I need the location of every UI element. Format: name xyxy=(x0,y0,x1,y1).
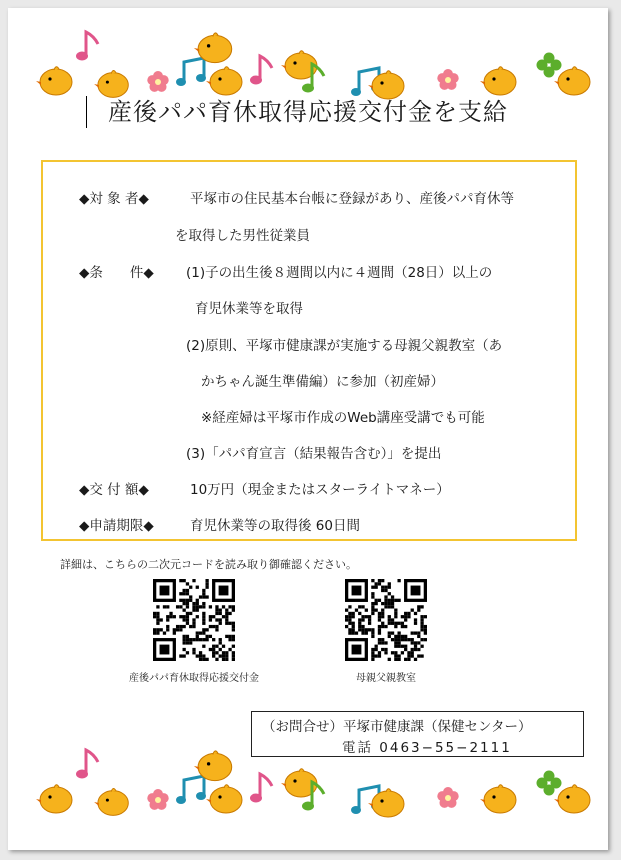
conditions-label: ◆条 件◆ xyxy=(79,265,154,281)
condition-2c: ※経産婦は平塚市作成のWeb講座受講でも可能 xyxy=(201,410,485,426)
target-text-1: 平塚市の住民基本台帳に登録があり、産後パパ育休等 xyxy=(190,191,514,207)
qr-code-parent-class[interactable] xyxy=(345,579,427,661)
qr-caption-parent-class: 母親父親教室 xyxy=(356,673,416,684)
chick-icon xyxy=(370,784,406,818)
amount-text: 10万円（現金またはスターライトマネー） xyxy=(190,482,450,498)
qr-note: 詳細は、こちらの二次元コードを読み取り御確認ください。 xyxy=(60,558,357,571)
period-label: ◆申請期限◆ xyxy=(79,518,154,534)
chick-icon xyxy=(208,780,244,814)
chick-icon xyxy=(208,62,244,96)
music-note-icon xyxy=(298,778,332,814)
amount-label: ◆交 付 額◆ xyxy=(79,482,149,498)
target-label: ◆対 象 者◆ xyxy=(79,191,149,207)
chick-icon xyxy=(556,62,592,96)
chick-icon xyxy=(38,62,74,96)
qr-caption-subsidy: 産後パパ育休取得応援交付金 xyxy=(129,673,259,684)
info-box xyxy=(41,160,577,541)
chick-icon xyxy=(196,746,234,782)
flower-icon xyxy=(146,70,170,94)
period-text: 育児休業等の取得後 60日間 xyxy=(190,518,360,534)
chick-icon xyxy=(482,780,518,814)
flower-icon xyxy=(436,786,460,810)
chick-icon xyxy=(38,780,74,814)
qr-code-subsidy[interactable] xyxy=(153,579,235,661)
condition-2b: かちゃん誕生準備編）に参加（初産婦） xyxy=(201,374,444,390)
music-note-icon xyxy=(246,770,280,806)
music-note-icon xyxy=(298,60,332,96)
chick-icon xyxy=(196,28,234,64)
music-note-icon xyxy=(246,52,280,88)
condition-2a: (2)原則、平塚市健康課が実施する母親父親教室（あ xyxy=(186,338,503,354)
condition-1b: 育児休業等を取得 xyxy=(195,301,303,317)
chick-icon xyxy=(556,780,592,814)
target-text-2: を取得した男性従業員 xyxy=(175,228,310,244)
contact-phone: 電話 0463−55−2111 xyxy=(342,740,512,756)
chick-icon xyxy=(482,62,518,96)
condition-1a: (1)子の出生後８週間以内に４週間（28日）以上の xyxy=(186,265,493,281)
chick-icon xyxy=(96,784,130,816)
music-note-icon xyxy=(72,28,106,64)
flower-icon xyxy=(146,788,170,812)
flyer-page xyxy=(8,8,608,850)
decoration-bottom xyxy=(8,746,608,826)
condition-3: (3)「パパ育宣言（結果報告含む）」を提出 xyxy=(186,446,442,462)
music-note-icon xyxy=(72,746,106,782)
flower-icon xyxy=(436,68,460,92)
page-title: 産後パパ育休取得応援交付金を支給 xyxy=(108,98,508,126)
contact-line-1: （お問合せ）平塚市健康課（保健センター） xyxy=(262,719,532,735)
